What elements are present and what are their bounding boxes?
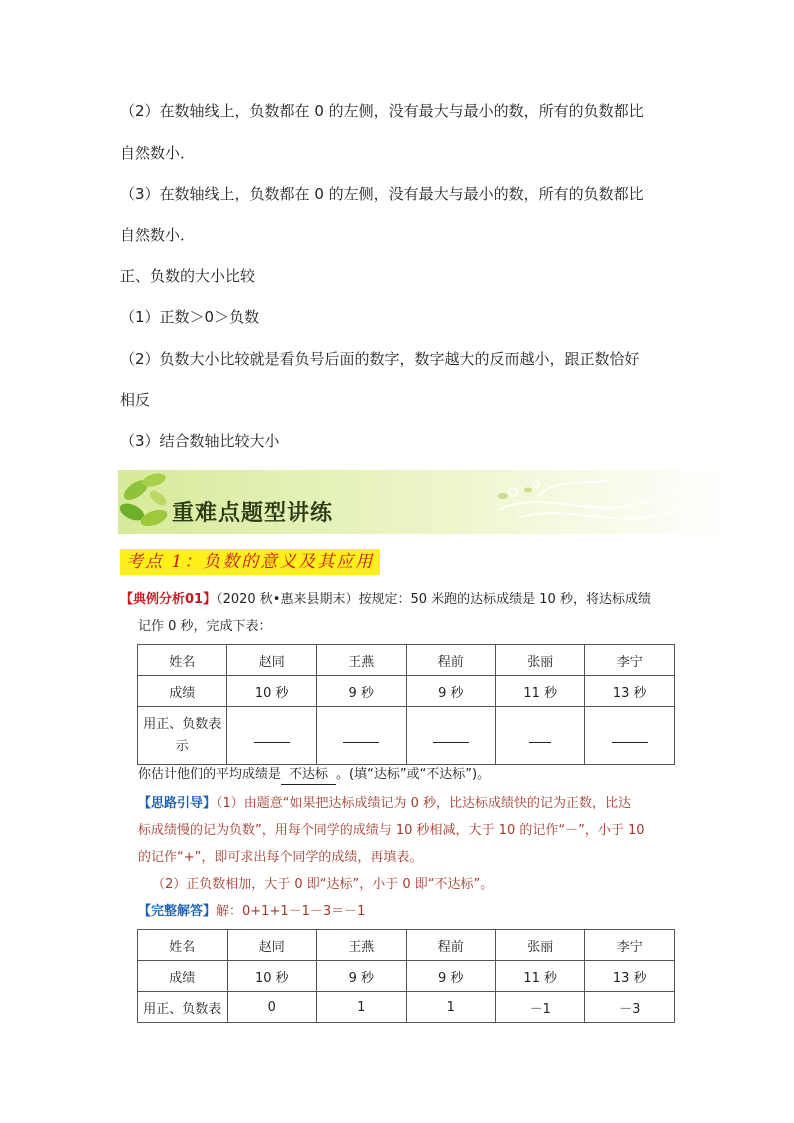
hint-line: （2）正负数相加，大于 0 即“达标”，小于 0 即“不达标”。 [152, 877, 494, 892]
table-cell: 9 秒 [406, 676, 496, 707]
table-header: 姓名 [138, 930, 228, 961]
table-cell: 10 秒 [227, 676, 317, 707]
paragraph: （2）在数轴线上，负数都在 0 的左侧，没有最大与最小的数，所有的负数都比 [120, 102, 644, 120]
example-line [120, 591, 651, 609]
estimate-suffix: 。(填“达标”或“不达标”)。 [336, 767, 491, 782]
answer-blank[interactable] [406, 707, 496, 765]
paragraph: （1）正数＞0＞负数 [120, 308, 260, 326]
table-cell: 成绩 [138, 961, 228, 992]
answer-blank[interactable] [496, 707, 585, 765]
table-cell: 9 秒 [316, 676, 406, 707]
table-cell: 1 [317, 992, 406, 1023]
table-cell: －1 [495, 992, 584, 1023]
hint-text: （1）由题意“如果把达标成绩记为 0 秒，比达标成绩快的记为正数，比达 [216, 796, 632, 811]
section-heading: 正、负数的大小比较 [120, 267, 256, 285]
paragraph: （2）负数大小比较就是看负号后面的数字，数字越大的反而越小，跟正数恰好 [120, 350, 640, 368]
answer-blank[interactable] [585, 707, 675, 765]
table-header: 王燕 [317, 930, 406, 961]
banner-title: 重难点题型讲练 [172, 501, 334, 526]
answer-blank[interactable] [316, 707, 406, 765]
paragraph: 自然数小． [120, 144, 196, 162]
answer-tag: 【完整解答】 [138, 904, 217, 919]
paragraph: （3）结合数轴比较大小 [120, 432, 280, 450]
table-cell: 用正、负数表 [138, 992, 228, 1023]
table-header: 姓名 [138, 645, 227, 676]
table-header: 王燕 [316, 645, 406, 676]
answer-table [137, 929, 675, 1023]
table-header: 张丽 [495, 930, 584, 961]
table-cell: 13 秒 [585, 961, 675, 992]
table-cell: －3 [585, 992, 675, 1023]
example-tag: 【典例分析01】 [120, 592, 217, 607]
table-header: 李宁 [585, 930, 675, 961]
answer-text: 解：0+1+1－1－3＝－1 [216, 904, 366, 919]
estimate-answer: 不达标 [281, 766, 336, 785]
score-table [137, 644, 675, 765]
row-label-line: 用正、负数表 [143, 716, 222, 732]
answer-line [138, 903, 365, 921]
table-cell: 10 秒 [227, 961, 316, 992]
hint-line: 标成绩慢的记为负数”，用每个同学的成绩与 10 秒相减，大于 10 的记作“－”，小于 10 [138, 823, 645, 838]
hint-tag: 【思路引导】 [138, 796, 217, 811]
table-header: 李宁 [585, 645, 675, 676]
table-header: 赵同 [227, 930, 316, 961]
answer-blank[interactable] [227, 707, 317, 765]
hint-line [138, 795, 631, 813]
example-text: （2020 秋•惠来县期末）按规定：50 米跑的达标成绩是 10 秒，将达标成绩 [216, 592, 651, 607]
table-cell [138, 707, 227, 765]
table-header: 程前 [406, 930, 495, 961]
table-cell: 成绩 [138, 676, 227, 707]
example-line: 记作 0 秒，完成下表： [138, 619, 272, 634]
hint-line: 的记作“+”，即可求出每个同学的成绩，再填表。 [138, 850, 423, 865]
estimate-prefix: 你估计他们的平均成绩是 [138, 767, 282, 782]
paragraph: （3）在数轴线上，负数都在 0 的左侧，没有最大与最小的数，所有的负数都比 [120, 185, 644, 203]
row-label-line: 示 [175, 738, 189, 754]
estimate-line [138, 766, 490, 785]
topic-heading: 考点 1：负数的意义及其应用 [120, 549, 380, 575]
table-cell: 1 [406, 992, 495, 1023]
table-cell: 9 秒 [406, 961, 495, 992]
paragraph: 自然数小． [120, 226, 196, 244]
table-header: 程前 [406, 645, 496, 676]
table-cell: 11 秒 [496, 676, 585, 707]
table-header: 赵同 [227, 645, 317, 676]
paragraph: 相反 [120, 391, 151, 409]
table-cell: 0 [227, 992, 316, 1023]
table-header: 张丽 [496, 645, 585, 676]
table-cell: 11 秒 [495, 961, 584, 992]
table-cell: 9 秒 [317, 961, 406, 992]
table-cell: 13 秒 [585, 676, 675, 707]
